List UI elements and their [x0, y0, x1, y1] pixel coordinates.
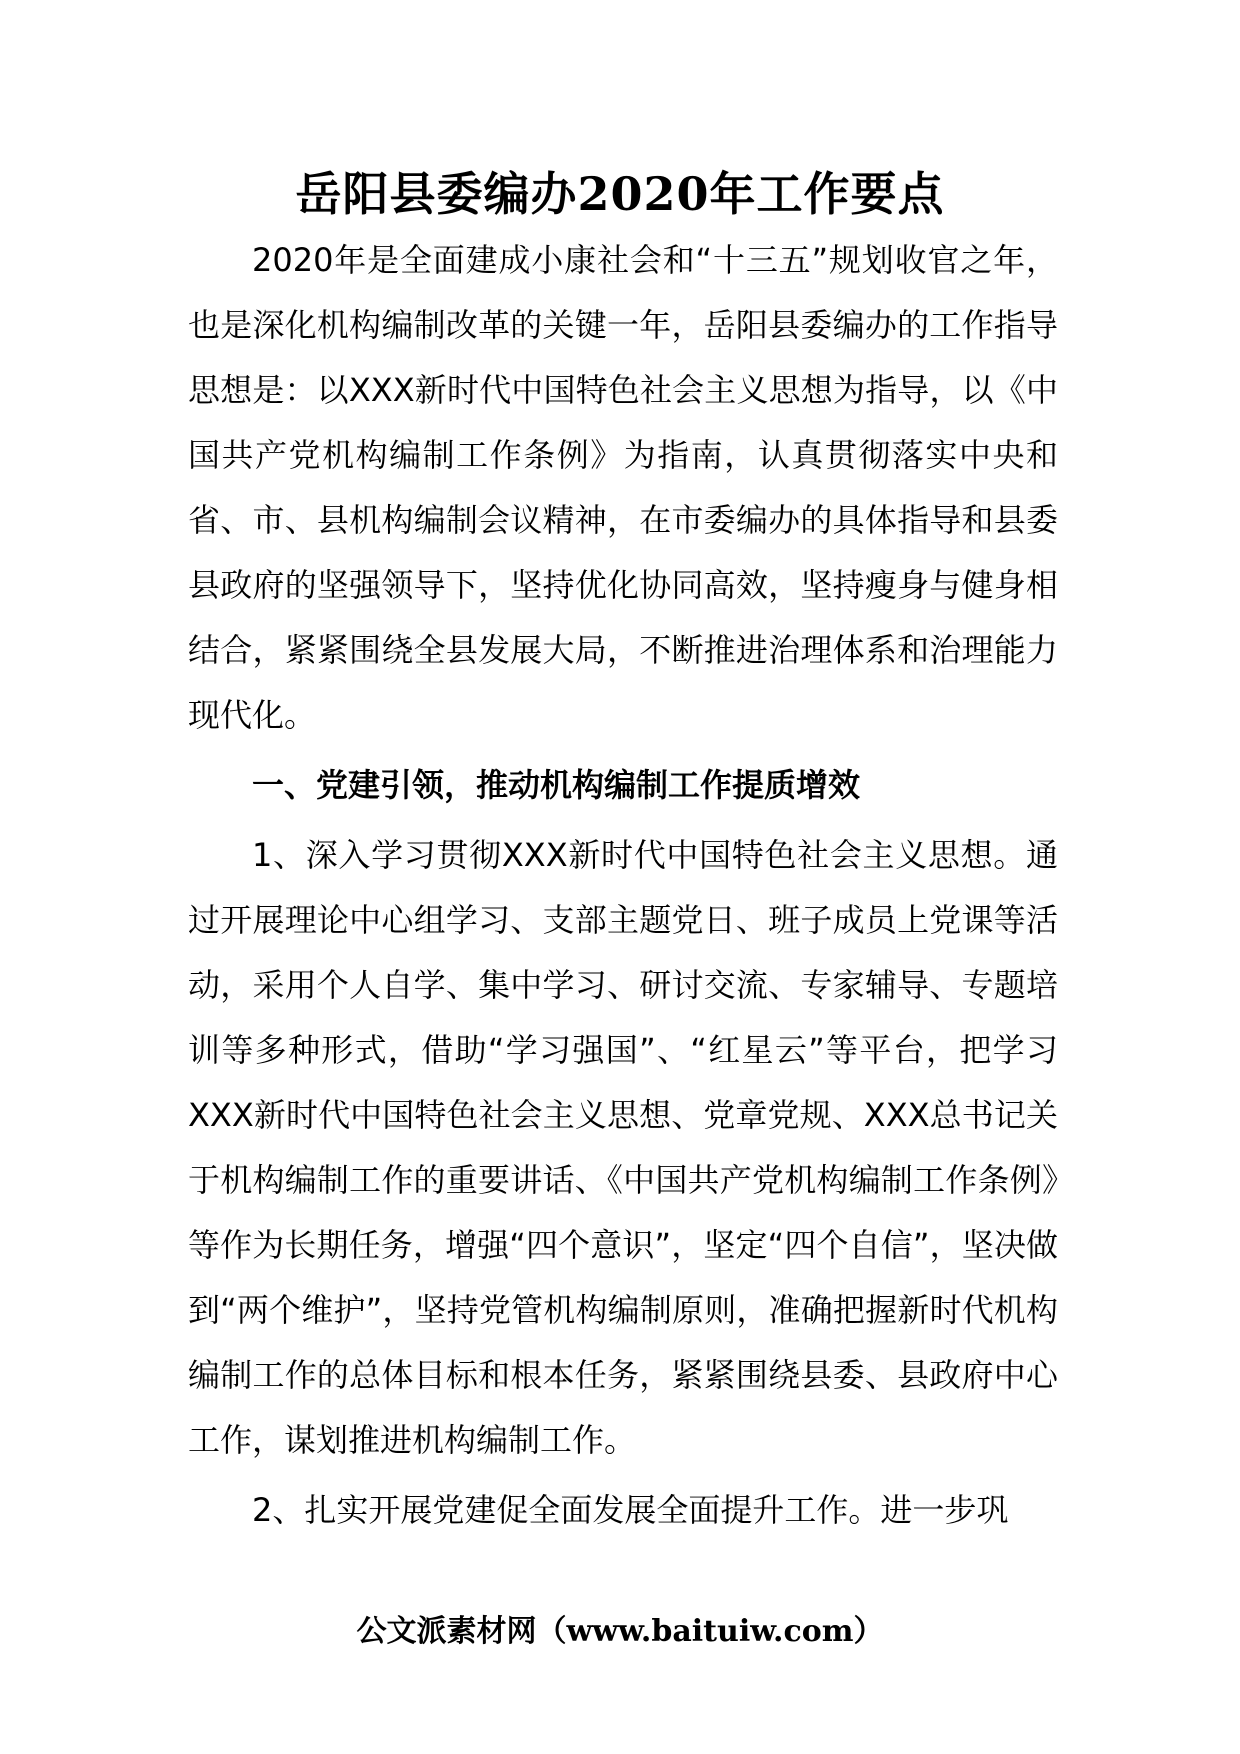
section-heading: 一、党建引领，推动机构编制工作提质增效: [252, 766, 861, 804]
intro-paragraph: 2020年是全面建成小康社会和“十三五”规划收官之年，也是深化机构编制改革的关键一年，岳阳县委编办的工作指导思想是：以XXX新时代中国特色社会主义思想为指导，以《中国共产党机构编制工作条例》为指南，认真贯彻落实中央和省、市、县机构编制会议精神，在市委编办的具体指导和县委县政府的坚强领导下，坚持优化协同高效，坚持瘦身与健身相结合，紧紧围绕全县发展大局，不断推进治理体系和治理能力现代化。: [188, 241, 1058, 734]
document-title: 岳阳县委编办2020年工作要点: [295, 167, 945, 221]
item-paragraph-1: 1、深入学习贯彻XXX新时代中国特色社会主义思想。通过开展理论中心组学习、支部主题党日、班子成员上党课等活动，采用个人自学、集中学习、研讨交流、专家辅导、专题培训等多种形式，借助“学习强国”、“红星云”等平台，把学习XXX新时代中国特色社会主义思想、党章党规、XXX总书记关于机构编制工作的重要讲话、《中国共产党机构编制工作条例》等作为长期任务，增强“四个意识”，坚定“四个自信”，坚决做到“两个维护”，坚持党管机构编制原则，准确把握新时代机构编制工作的总体目标和根本任务，紧紧围绕县委、县政府中心工作，谋划推进机构编制工作。: [188, 836, 1058, 1459]
document-body: [188, 228, 1058, 1543]
item-paragraph-2: 2、扎实开展党建促全面发展全面提升工作。进一步巩: [252, 1491, 1009, 1529]
watermark-footer: 公文派素材网（www.baituiw.com）: [356, 1614, 884, 1649]
